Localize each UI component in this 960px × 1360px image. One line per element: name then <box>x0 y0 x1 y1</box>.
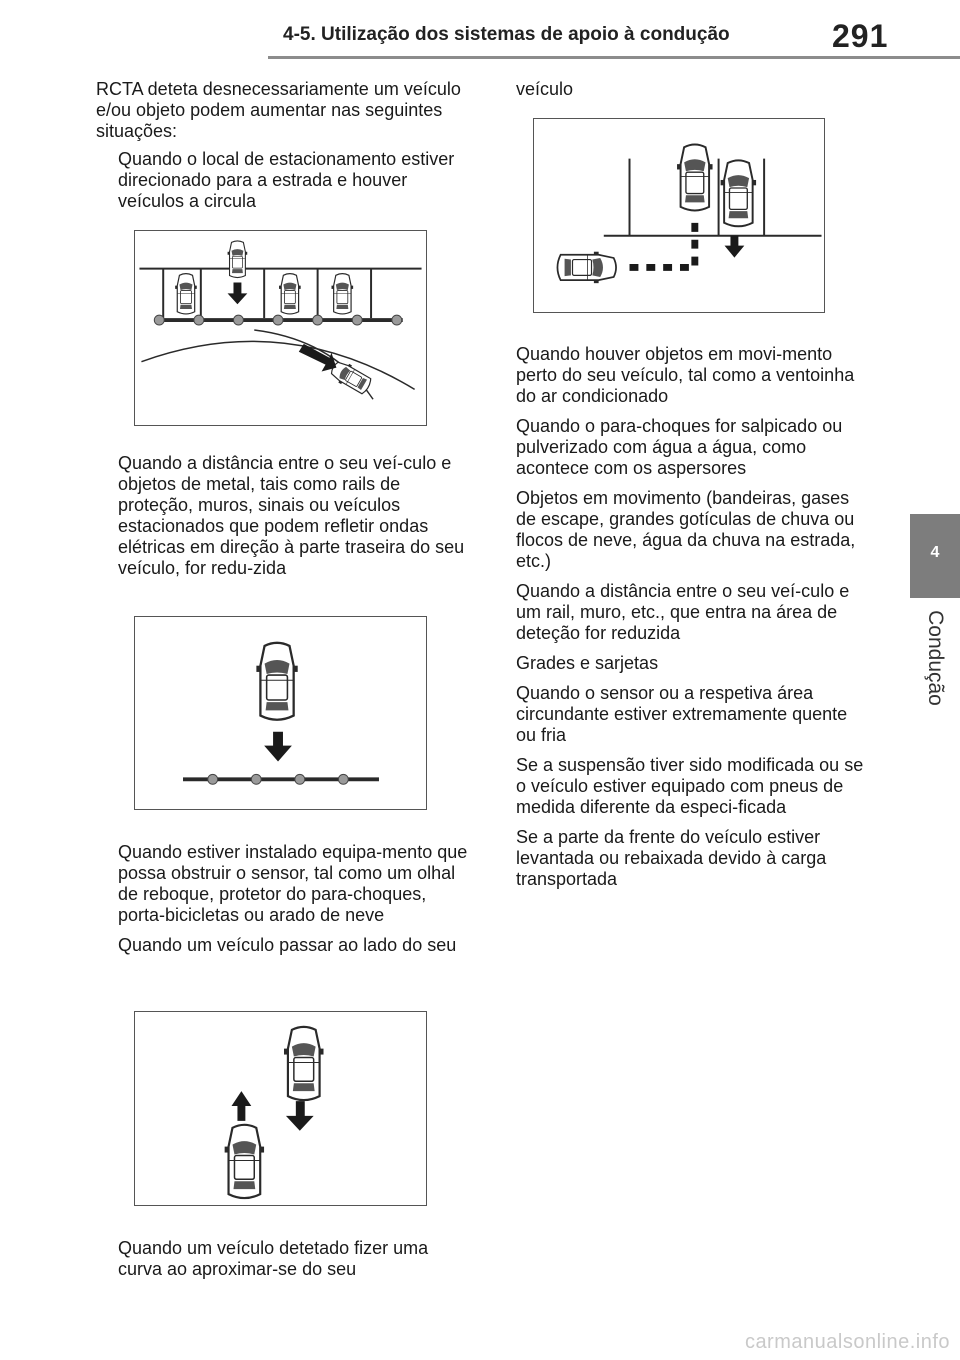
intro-paragraph: RCTA deteta desnecessariamente um veículo e/ou objeto podem aumentar nas seguintes situações: <box>96 79 461 141</box>
left-column-4 <box>96 1238 471 1289</box>
situation-grates-gutters: Grades e sarjetas <box>516 653 659 673</box>
chapter-label: Condução <box>924 610 947 706</box>
situation-front-raised-lowered: Se a parte da frente do veículo estiver levantada ou rebaixada devido à carga transportada <box>516 827 827 889</box>
right-column-top <box>516 79 866 109</box>
section-title: 4-5. Utilização dos sistemas de apoio à condução <box>283 24 730 45</box>
situation-sensor-temperature: Quando o sensor ou a respetiva área circundante estiver extremamente quente ou fria <box>516 683 848 745</box>
situation-vehicle-turning: Quando um veículo detetado fizer uma curva ao aproximar-se do seu <box>118 1238 429 1279</box>
left-column-3 <box>96 842 471 965</box>
situation-obstructing-equipment: Quando estiver instalado equipa-mento que possa obstruir o sensor, tal como um olhal de reboque, protetor do para-choques, porta-bicicletas ou arado de neve <box>118 842 468 925</box>
continuation-text: veículo <box>516 79 574 99</box>
figure-vehicle-turning <box>533 118 825 313</box>
left-column <box>96 79 471 221</box>
situation-moving-objects-nearby: Quando houver objetos em movi-mento perto do seu veículo, tal como a ventoinha do ar condicionado <box>516 344 855 406</box>
situation-bumper-splashed: Quando o para-choques for salpicado ou pulverizado com água a água, como acontece com os aspersores <box>516 416 843 478</box>
situation-parking-facing-road: Quando o local de estacionamento estiver direcionado para a estrada e houver veículos a circula <box>118 149 455 211</box>
watermark: carmanualsonline.info <box>744 1331 950 1353</box>
situation-rail-distance: Quando a distância entre o seu veí-culo e um rail, muro, etc., que entra na área de deteção for reduzida <box>516 581 850 643</box>
page-number: 291 <box>832 18 889 54</box>
situation-vehicle-passing: Quando um veículo passar ao lado do seu <box>118 935 457 955</box>
situation-suspension-modified: Se a suspensão tiver sido modificada ou se o veículo estiver equipado com pneus de medida diferente da especi-ficada <box>516 755 864 817</box>
header-divider <box>268 56 960 59</box>
left-column-2 <box>96 453 471 588</box>
figure-vehicle-passing <box>134 1011 427 1206</box>
chapter-number: 4 <box>930 544 940 561</box>
situation-moving-objects-weather: Objetos em movimento (bandeiras, gases de escape, grandes gotículas de chuva ou flocos de neve, água da chuva na estrada, etc.) <box>516 488 856 571</box>
right-column <box>516 344 866 899</box>
situation-metal-objects: Quando a distância entre o seu veí-culo e objetos de metal, tais como rails de proteção, muros, sinais ou veículos estacionados que podem refletir ondas elétricas em direção à parte traseira do seu veículo, for redu-zida <box>118 453 465 578</box>
figure-metal-objects <box>134 616 427 810</box>
figure-parking-facing-road <box>134 230 427 426</box>
